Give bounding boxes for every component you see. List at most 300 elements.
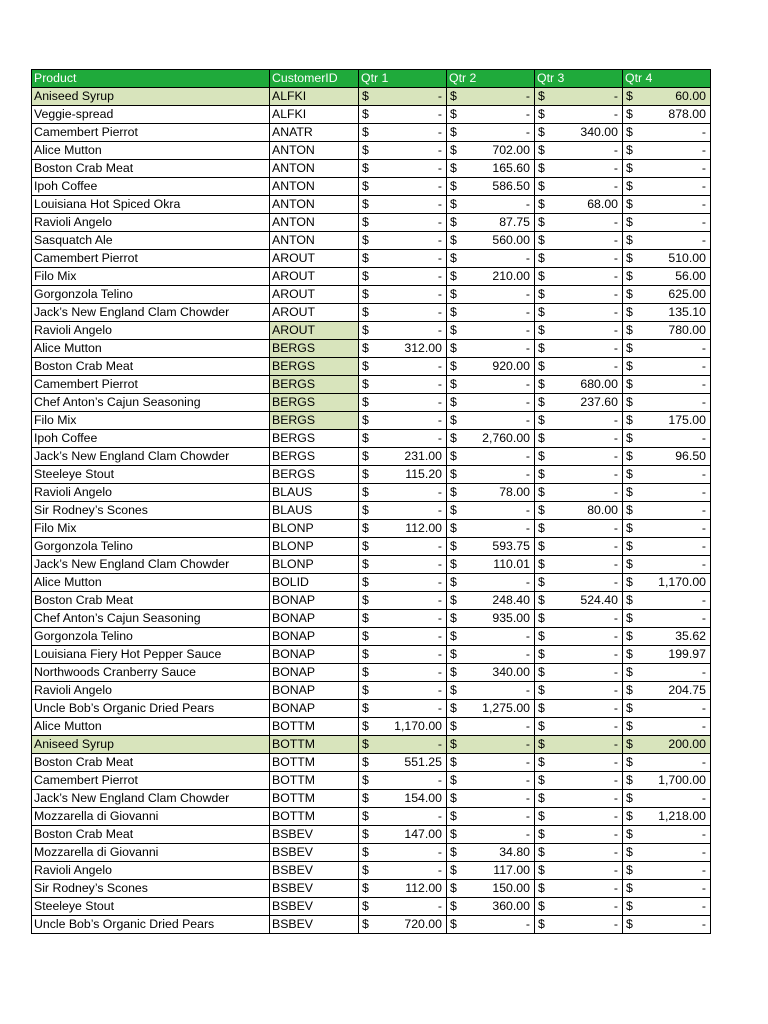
qtr3-cell[interactable] — [535, 700, 623, 718]
product-cell[interactable]: Boston Crab Meat — [32, 826, 270, 844]
amount-value: - — [613, 611, 618, 625]
qtr4-cell[interactable] — [623, 916, 711, 934]
qtr1-cell[interactable] — [359, 160, 447, 178]
qtr1-cell[interactable] — [359, 736, 447, 754]
header-qtr3[interactable]: Qtr 3 — [535, 70, 623, 88]
qtr2-cell[interactable] — [447, 214, 535, 232]
qtr3-cell[interactable] — [535, 520, 623, 538]
qtr1-cell[interactable] — [359, 898, 447, 916]
qtr1-cell[interactable] — [359, 178, 447, 196]
customer-id-cell[interactable]: BONAP — [270, 628, 359, 646]
qtr2-cell[interactable] — [447, 628, 535, 646]
header-customerid[interactable]: CustomerID — [270, 70, 359, 88]
qtr3-cell[interactable] — [535, 376, 623, 394]
qtr3-cell[interactable] — [535, 142, 623, 160]
product-cell[interactable]: Boston Crab Meat — [32, 592, 270, 610]
qtr4-cell[interactable] — [623, 160, 711, 178]
product-cell[interactable]: Filo Mix — [32, 268, 270, 286]
qtr4-cell[interactable] — [623, 574, 711, 592]
qtr2-cell[interactable] — [447, 304, 535, 322]
customer-id-cell[interactable]: AROUT — [270, 322, 359, 340]
qtr1-cell[interactable] — [359, 808, 447, 826]
customer-id-cell[interactable]: BSBEV — [270, 880, 359, 898]
qtr2-cell[interactable] — [447, 250, 535, 268]
customer-id-cell[interactable]: ANTON — [270, 214, 359, 232]
customer-id-cell[interactable]: BERGS — [270, 340, 359, 358]
qtr1-cell[interactable] — [359, 448, 447, 466]
qtr2-cell[interactable] — [447, 412, 535, 430]
qtr1-cell[interactable] — [359, 880, 447, 898]
customer-id-cell[interactable]: BERGS — [270, 448, 359, 466]
customer-id-cell[interactable]: ANTON — [270, 178, 359, 196]
qtr2-cell[interactable] — [447, 268, 535, 286]
qtr1-cell[interactable] — [359, 628, 447, 646]
customer-id-cell[interactable]: AROUT — [270, 304, 359, 322]
qtr2-cell[interactable] — [447, 232, 535, 250]
product-cell[interactable]: Sasquatch Ale — [32, 232, 270, 250]
qtr1-cell[interactable] — [359, 520, 447, 538]
product-cell[interactable]: Louisiana Hot Spiced Okra — [32, 196, 270, 214]
qtr2-cell[interactable] — [447, 664, 535, 682]
qtr3-cell[interactable] — [535, 538, 623, 556]
qtr1-cell[interactable] — [359, 754, 447, 772]
qtr1-cell[interactable] — [359, 610, 447, 628]
qtr3-cell[interactable] — [535, 826, 623, 844]
qtr2-cell[interactable] — [447, 178, 535, 196]
product-cell[interactable]: Alice Mutton — [32, 340, 270, 358]
qtr4-cell[interactable] — [623, 250, 711, 268]
qtr1-cell[interactable] — [359, 394, 447, 412]
qtr1-cell[interactable] — [359, 484, 447, 502]
qtr2-cell[interactable] — [447, 700, 535, 718]
qtr1-cell[interactable] — [359, 574, 447, 592]
qtr3-cell[interactable] — [535, 88, 623, 106]
qtr4-cell[interactable] — [623, 466, 711, 484]
qtr3-cell[interactable] — [535, 772, 623, 790]
qtr3-cell[interactable] — [535, 682, 623, 700]
qtr1-cell[interactable] — [359, 250, 447, 268]
qtr4-cell[interactable] — [623, 754, 711, 772]
qtr1-cell[interactable] — [359, 376, 447, 394]
qtr2-cell[interactable] — [447, 160, 535, 178]
customer-id-cell[interactable]: BSBEV — [270, 826, 359, 844]
qtr4-cell[interactable] — [623, 682, 711, 700]
customer-id-cell[interactable]: ANTON — [270, 160, 359, 178]
qtr2-cell[interactable] — [447, 484, 535, 502]
qtr2-cell[interactable] — [447, 682, 535, 700]
qtr3-cell[interactable] — [535, 106, 623, 124]
qtr4-cell[interactable] — [623, 124, 711, 142]
qtr4-cell[interactable] — [623, 808, 711, 826]
product-cell[interactable]: Ravioli Angelo — [32, 682, 270, 700]
customer-id-cell[interactable]: BERGS — [270, 376, 359, 394]
customer-id-cell[interactable]: BLAUS — [270, 484, 359, 502]
qtr4-cell[interactable] — [623, 862, 711, 880]
qtr4-cell[interactable] — [623, 520, 711, 538]
product-cell[interactable]: Gorgonzola Telino — [32, 538, 270, 556]
customer-id-cell[interactable]: BERGS — [270, 466, 359, 484]
qtr1-cell[interactable] — [359, 916, 447, 934]
product-cell[interactable]: Uncle Bob’s Organic Dried Pears — [32, 700, 270, 718]
qtr2-cell[interactable] — [447, 808, 535, 826]
qtr4-cell[interactable] — [623, 88, 711, 106]
customer-id-cell[interactable]: BONAP — [270, 682, 359, 700]
product-cell[interactable]: Ravioli Angelo — [32, 322, 270, 340]
header-qtr4[interactable]: Qtr 4 — [623, 70, 711, 88]
qtr4-cell[interactable] — [623, 196, 711, 214]
customer-id-cell[interactable]: BONAP — [270, 700, 359, 718]
customer-id-cell[interactable]: BSBEV — [270, 898, 359, 916]
currency-symbol: $ — [450, 719, 457, 733]
qtr1-cell[interactable] — [359, 592, 447, 610]
qtr4-cell[interactable] — [623, 286, 711, 304]
qtr4-cell[interactable] — [623, 790, 711, 808]
header-product[interactable]: Product — [32, 70, 270, 88]
product-cell[interactable]: Sir Rodney’s Scones — [32, 502, 270, 520]
qtr2-cell[interactable] — [447, 394, 535, 412]
qtr4-cell[interactable] — [623, 322, 711, 340]
product-cell[interactable]: Mozzarella di Giovanni — [32, 844, 270, 862]
qtr4-cell[interactable] — [623, 268, 711, 286]
qtr3-cell[interactable] — [535, 484, 623, 502]
qtr4-cell[interactable] — [623, 376, 711, 394]
customer-id-cell[interactable]: BERGS — [270, 394, 359, 412]
customer-id-cell[interactable]: ANTON — [270, 142, 359, 160]
qtr3-cell[interactable] — [535, 610, 623, 628]
qtr3-cell[interactable] — [535, 628, 623, 646]
qtr3-cell[interactable] — [535, 790, 623, 808]
qtr3-cell[interactable] — [535, 430, 623, 448]
qtr4-cell[interactable] — [623, 394, 711, 412]
qtr4-cell[interactable] — [623, 412, 711, 430]
customer-id-cell[interactable]: BSBEV — [270, 862, 359, 880]
qtr3-cell[interactable] — [535, 754, 623, 772]
qtr4-cell[interactable] — [623, 592, 711, 610]
customer-id-cell[interactable]: BLONP — [270, 556, 359, 574]
qtr4-cell[interactable] — [623, 502, 711, 520]
qtr2-cell[interactable] — [447, 322, 535, 340]
qtr4-cell[interactable] — [623, 646, 711, 664]
customer-id-cell[interactable]: BERGS — [270, 358, 359, 376]
qtr2-cell[interactable] — [447, 916, 535, 934]
qtr4-cell[interactable] — [623, 448, 711, 466]
qtr3-cell[interactable] — [535, 232, 623, 250]
qtr1-cell[interactable] — [359, 682, 447, 700]
qtr2-cell[interactable] — [447, 286, 535, 304]
qtr3-cell[interactable] — [535, 412, 623, 430]
qtr3-cell[interactable] — [535, 664, 623, 682]
qtr2-cell[interactable] — [447, 430, 535, 448]
qtr4-cell[interactable] — [623, 718, 711, 736]
qtr2-cell[interactable] — [447, 124, 535, 142]
customer-id-cell[interactable]: AROUT — [270, 268, 359, 286]
qtr4-cell[interactable] — [623, 538, 711, 556]
qtr4-cell[interactable] — [623, 178, 711, 196]
qtr3-cell[interactable] — [535, 736, 623, 754]
qtr2-cell[interactable] — [447, 880, 535, 898]
customer-id-cell[interactable]: BLONP — [270, 520, 359, 538]
qtr1-cell[interactable] — [359, 214, 447, 232]
qtr1-cell[interactable] — [359, 844, 447, 862]
product-cell[interactable]: Jack’s New England Clam Chowder — [32, 304, 270, 322]
qtr1-cell[interactable] — [359, 772, 447, 790]
qtr4-cell[interactable] — [623, 484, 711, 502]
product-cell[interactable]: Jack’s New England Clam Chowder — [32, 790, 270, 808]
qtr2-cell[interactable] — [447, 502, 535, 520]
currency-symbol: $ — [626, 503, 633, 517]
qtr4-cell[interactable] — [623, 610, 711, 628]
product-cell[interactable]: Aniseed Syrup — [32, 736, 270, 754]
qtr1-cell[interactable] — [359, 556, 447, 574]
qtr2-cell[interactable] — [447, 556, 535, 574]
product-cell[interactable]: Jack’s New England Clam Chowder — [32, 556, 270, 574]
qtr3-cell[interactable] — [535, 502, 623, 520]
product-cell[interactable]: Alice Mutton — [32, 574, 270, 592]
qtr1-cell[interactable] — [359, 142, 447, 160]
product-cell[interactable]: Steeleye Stout — [32, 466, 270, 484]
qtr3-cell[interactable] — [535, 304, 623, 322]
customer-id-cell[interactable]: BOTTM — [270, 736, 359, 754]
customer-id-cell[interactable]: BOLID — [270, 574, 359, 592]
product-cell[interactable]: Alice Mutton — [32, 142, 270, 160]
qtr1-cell[interactable] — [359, 196, 447, 214]
qtr1-cell[interactable] — [359, 664, 447, 682]
qtr3-cell[interactable] — [535, 862, 623, 880]
customer-id-cell[interactable]: BOTTM — [270, 772, 359, 790]
product-cell[interactable]: Ipoh Coffee — [32, 430, 270, 448]
qtr1-cell[interactable] — [359, 88, 447, 106]
qtr1-cell[interactable] — [359, 340, 447, 358]
qtr3-cell[interactable] — [535, 574, 623, 592]
product-cell[interactable]: Camembert Pierrot — [32, 772, 270, 790]
qtr2-cell[interactable] — [447, 646, 535, 664]
customer-id-cell[interactable]: AROUT — [270, 286, 359, 304]
product-cell[interactable]: Jack’s New England Clam Chowder — [32, 448, 270, 466]
qtr3-cell[interactable] — [535, 268, 623, 286]
qtr2-cell[interactable] — [447, 754, 535, 772]
qtr3-cell[interactable] — [535, 646, 623, 664]
qtr1-cell[interactable] — [359, 790, 447, 808]
qtr1-cell[interactable] — [359, 304, 447, 322]
product-cell[interactable]: Boston Crab Meat — [32, 358, 270, 376]
product-cell[interactable]: Chef Anton’s Cajun Seasoning — [32, 610, 270, 628]
product-cell[interactable]: Alice Mutton — [32, 718, 270, 736]
qtr3-cell[interactable] — [535, 322, 623, 340]
qtr4-cell[interactable] — [623, 628, 711, 646]
qtr2-cell[interactable] — [447, 196, 535, 214]
qtr2-cell[interactable] — [447, 106, 535, 124]
product-cell[interactable]: Boston Crab Meat — [32, 754, 270, 772]
qtr3-cell[interactable] — [535, 250, 623, 268]
qtr3-cell[interactable] — [535, 196, 623, 214]
qtr2-cell[interactable] — [447, 592, 535, 610]
qtr2-cell[interactable] — [447, 862, 535, 880]
product-cell[interactable]: Steeleye Stout — [32, 898, 270, 916]
product-cell[interactable]: Boston Crab Meat — [32, 160, 270, 178]
product-cell[interactable]: Chef Anton’s Cajun Seasoning — [32, 394, 270, 412]
qtr4-cell[interactable] — [623, 700, 711, 718]
qtr2-cell[interactable] — [447, 358, 535, 376]
customer-id-cell[interactable]: ANTON — [270, 196, 359, 214]
qtr2-cell[interactable] — [447, 736, 535, 754]
table-row — [32, 754, 711, 772]
qtr4-cell[interactable] — [623, 232, 711, 250]
qtr4-cell[interactable] — [623, 358, 711, 376]
qtr2-cell[interactable] — [447, 574, 535, 592]
product-cell[interactable]: Camembert Pierrot — [32, 250, 270, 268]
qtr2-cell[interactable] — [447, 826, 535, 844]
product-cell[interactable]: Ipoh Coffee — [32, 178, 270, 196]
product-cell[interactable]: Northwoods Cranberry Sauce — [32, 664, 270, 682]
qtr1-cell[interactable] — [359, 124, 447, 142]
qtr3-cell[interactable] — [535, 160, 623, 178]
qtr2-cell[interactable] — [447, 88, 535, 106]
qtr3-cell[interactable] — [535, 466, 623, 484]
customer-id-cell[interactable]: BSBEV — [270, 916, 359, 934]
product-cell[interactable]: Sir Rodney’s Scones — [32, 880, 270, 898]
customer-id-cell[interactable]: BONAP — [270, 664, 359, 682]
qtr3-cell[interactable] — [535, 898, 623, 916]
qtr1-cell[interactable] — [359, 430, 447, 448]
qtr2-cell[interactable] — [447, 772, 535, 790]
table-row — [32, 898, 711, 916]
customer-id-cell[interactable]: BERGS — [270, 412, 359, 430]
customer-id-cell[interactable]: BLAUS — [270, 502, 359, 520]
customer-id-cell[interactable]: BLONP — [270, 538, 359, 556]
qtr3-cell[interactable] — [535, 358, 623, 376]
customer-id-cell[interactable]: ALFKI — [270, 88, 359, 106]
customer-id-cell[interactable]: BOTTM — [270, 790, 359, 808]
qtr4-cell[interactable] — [623, 664, 711, 682]
table-row — [32, 430, 711, 448]
qtr4-cell[interactable] — [623, 106, 711, 124]
currency-symbol: $ — [626, 611, 633, 625]
customer-id-cell[interactable]: AROUT — [270, 250, 359, 268]
customer-id-cell[interactable]: BONAP — [270, 646, 359, 664]
qtr1-cell[interactable] — [359, 466, 447, 484]
qtr4-cell[interactable] — [623, 844, 711, 862]
qtr1-cell[interactable] — [359, 232, 447, 250]
qtr1-cell[interactable] — [359, 268, 447, 286]
qtr1-cell[interactable] — [359, 700, 447, 718]
qtr3-cell[interactable] — [535, 718, 623, 736]
qtr2-cell[interactable] — [447, 538, 535, 556]
qtr3-cell[interactable] — [535, 880, 623, 898]
product-cell[interactable]: Gorgonzola Telino — [32, 628, 270, 646]
customer-id-cell[interactable]: BONAP — [270, 610, 359, 628]
qtr4-cell[interactable] — [623, 430, 711, 448]
product-cell[interactable]: Veggie-spread — [32, 106, 270, 124]
qtr2-cell[interactable] — [447, 898, 535, 916]
qtr4-cell[interactable] — [623, 898, 711, 916]
qtr3-cell[interactable] — [535, 340, 623, 358]
product-cell[interactable]: Uncle Bob’s Organic Dried Pears — [32, 916, 270, 934]
qtr3-cell[interactable] — [535, 286, 623, 304]
qtr4-cell[interactable] — [623, 340, 711, 358]
qtr3-cell[interactable] — [535, 844, 623, 862]
qtr4-cell[interactable] — [623, 142, 711, 160]
qtr3-cell[interactable] — [535, 178, 623, 196]
customer-id-cell[interactable]: ANATR — [270, 124, 359, 142]
product-cell[interactable]: Ravioli Angelo — [32, 484, 270, 502]
qtr1-cell[interactable] — [359, 286, 447, 304]
qtr3-cell[interactable] — [535, 556, 623, 574]
qtr1-cell[interactable] — [359, 412, 447, 430]
product-cell[interactable]: Ravioli Angelo — [32, 214, 270, 232]
customer-id-cell[interactable]: ANTON — [270, 232, 359, 250]
customer-id-cell[interactable]: BSBEV — [270, 844, 359, 862]
customer-id-cell[interactable]: BOTTM — [270, 808, 359, 826]
qtr1-cell[interactable] — [359, 646, 447, 664]
header-qtr1[interactable]: Qtr 1 — [359, 70, 447, 88]
qtr1-cell[interactable] — [359, 826, 447, 844]
qtr2-cell[interactable] — [447, 790, 535, 808]
customer-id-cell[interactable]: BONAP — [270, 592, 359, 610]
qtr4-cell[interactable] — [623, 214, 711, 232]
qtr3-cell[interactable] — [535, 124, 623, 142]
product-cell[interactable]: Gorgonzola Telino — [32, 286, 270, 304]
qtr2-cell[interactable] — [447, 466, 535, 484]
qtr1-cell[interactable] — [359, 502, 447, 520]
qtr4-cell[interactable] — [623, 880, 711, 898]
qtr1-cell[interactable] — [359, 358, 447, 376]
header-qtr2[interactable]: Qtr 2 — [447, 70, 535, 88]
qtr2-cell[interactable] — [447, 448, 535, 466]
product-cell[interactable]: Ravioli Angelo — [32, 862, 270, 880]
qtr4-cell[interactable] — [623, 772, 711, 790]
qtr3-cell[interactable] — [535, 448, 623, 466]
product-cell[interactable]: Filo Mix — [32, 520, 270, 538]
customer-id-cell[interactable]: BERGS — [270, 430, 359, 448]
product-cell[interactable]: Louisiana Fiery Hot Pepper Sauce — [32, 646, 270, 664]
currency-symbol: $ — [626, 917, 633, 931]
currency-symbol: $ — [538, 845, 545, 859]
product-cell[interactable]: Camembert Pierrot — [32, 124, 270, 142]
amount-value: - — [613, 881, 618, 895]
qtr3-cell[interactable] — [535, 808, 623, 826]
product-cell[interactable]: Aniseed Syrup — [32, 88, 270, 106]
product-cell[interactable]: Filo Mix — [32, 412, 270, 430]
qtr2-cell[interactable] — [447, 718, 535, 736]
amount-value: - — [437, 485, 442, 499]
qtr2-cell[interactable] — [447, 520, 535, 538]
qtr3-cell[interactable] — [535, 214, 623, 232]
qtr2-cell[interactable] — [447, 376, 535, 394]
product-cell[interactable]: Camembert Pierrot — [32, 376, 270, 394]
customer-id-cell[interactable]: BOTTM — [270, 754, 359, 772]
qtr4-cell[interactable] — [623, 736, 711, 754]
qtr2-cell[interactable] — [447, 340, 535, 358]
qtr2-cell[interactable] — [447, 142, 535, 160]
qtr4-cell[interactable] — [623, 826, 711, 844]
amount-value: - — [437, 125, 442, 139]
qtr4-cell[interactable] — [623, 556, 711, 574]
qtr1-cell[interactable] — [359, 862, 447, 880]
qtr1-cell[interactable] — [359, 106, 447, 124]
qtr3-cell[interactable] — [535, 916, 623, 934]
qtr1-cell[interactable] — [359, 718, 447, 736]
qtr2-cell[interactable] — [447, 844, 535, 862]
product-cell[interactable]: Mozzarella di Giovanni — [32, 808, 270, 826]
qtr4-cell[interactable] — [623, 304, 711, 322]
customer-id-cell[interactable]: ALFKI — [270, 106, 359, 124]
qtr1-cell[interactable] — [359, 538, 447, 556]
qtr3-cell[interactable] — [535, 394, 623, 412]
qtr3-cell[interactable] — [535, 592, 623, 610]
customer-id-cell[interactable]: BOTTM — [270, 718, 359, 736]
qtr2-cell[interactable] — [447, 610, 535, 628]
qtr1-cell[interactable] — [359, 322, 447, 340]
